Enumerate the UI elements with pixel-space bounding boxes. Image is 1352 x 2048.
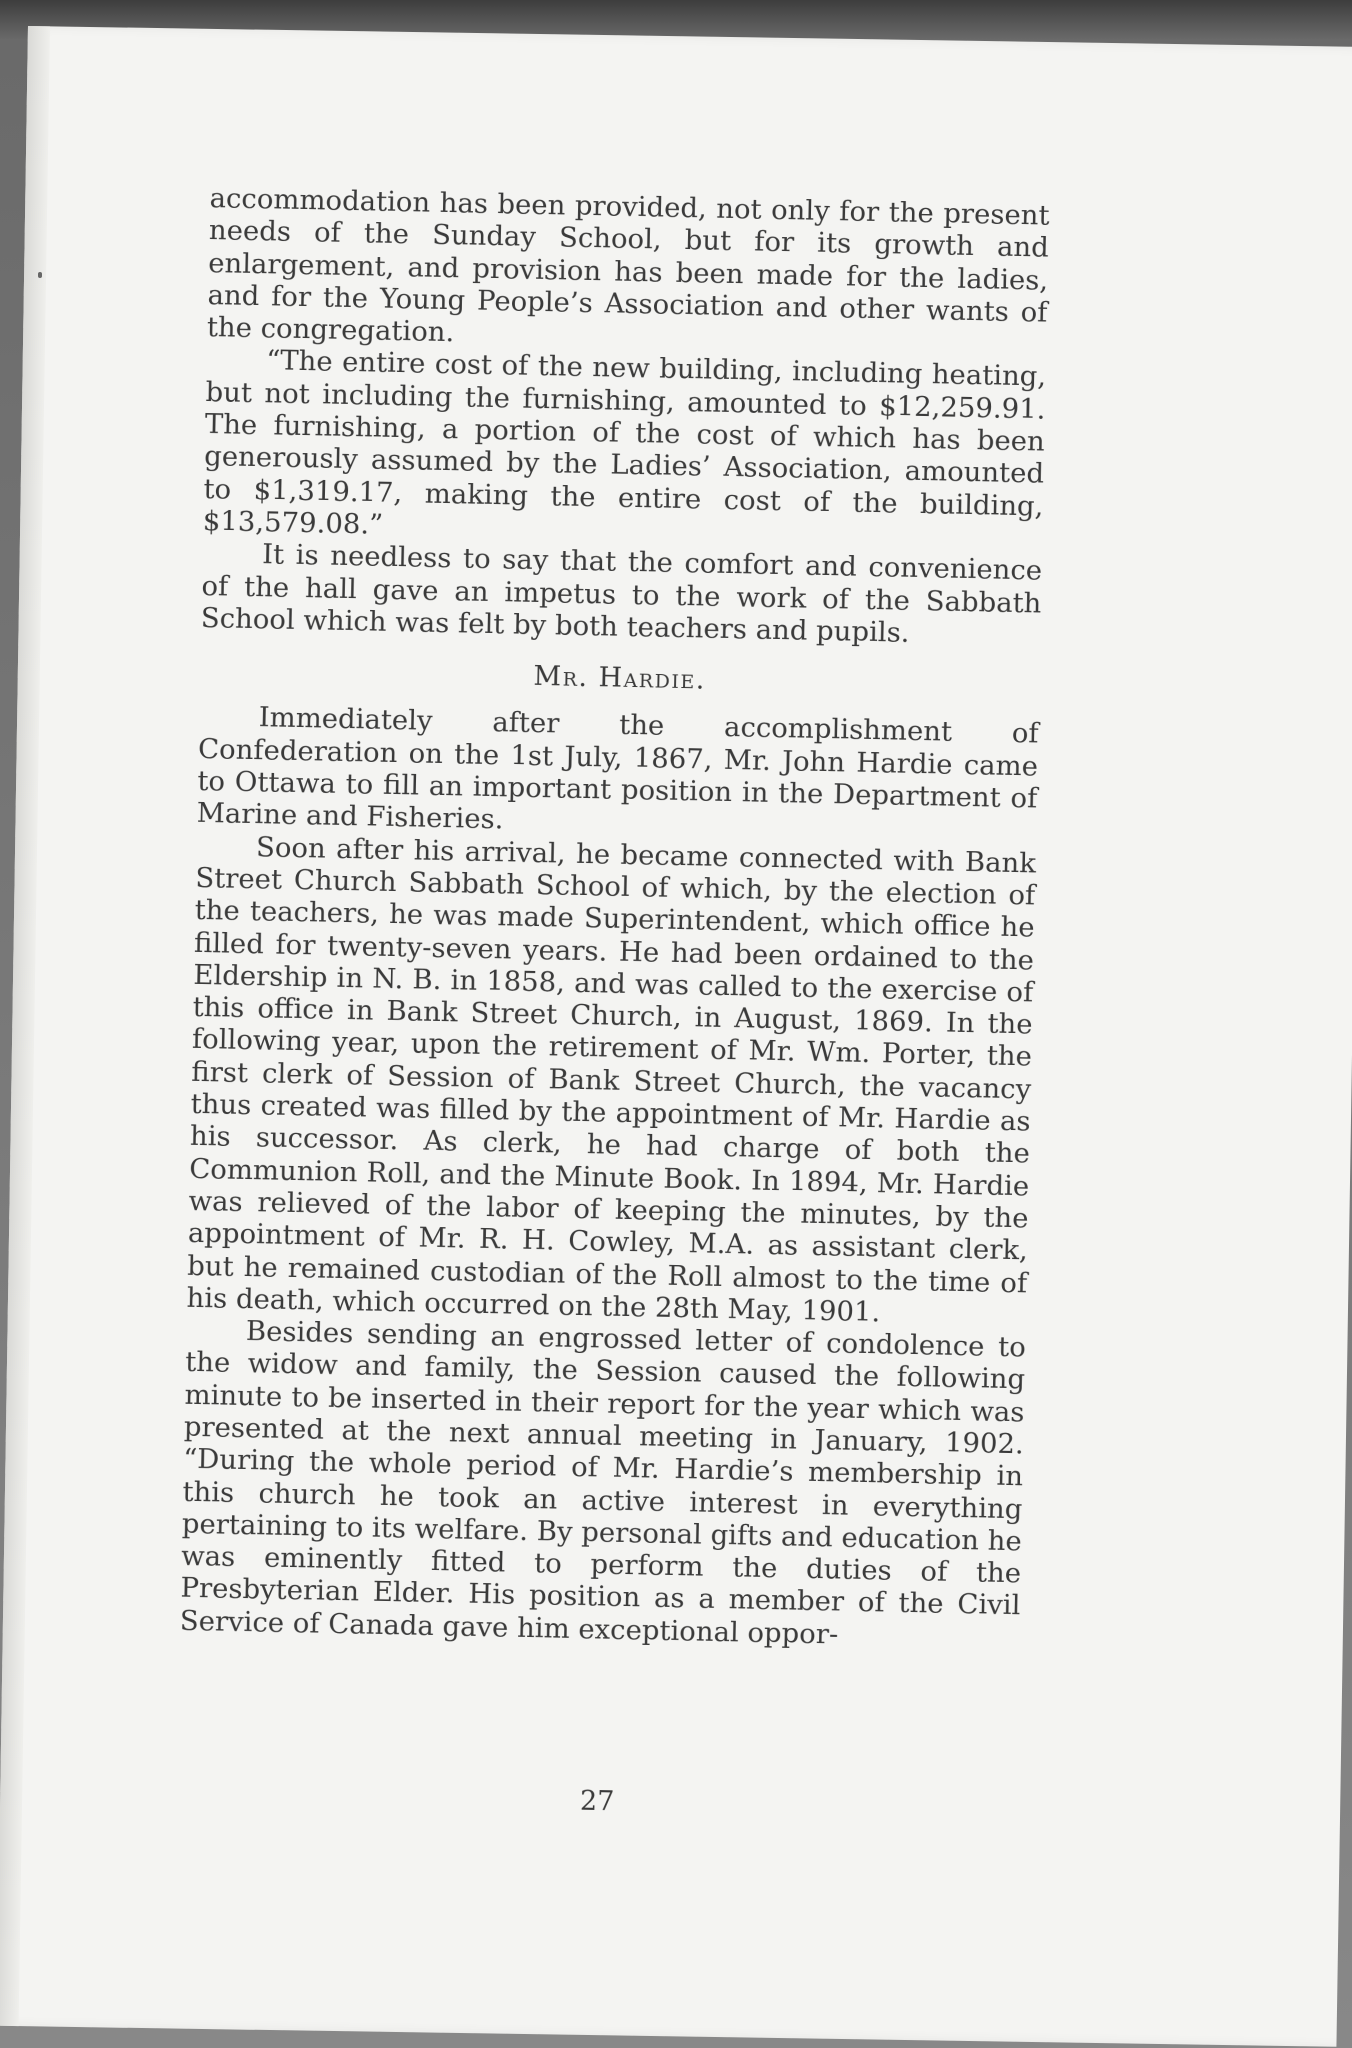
paragraph-confederation: Immediately after the accomplishment of Confederation on the 1st July, 1867, Mr. John Hardie came to Ottawa to fill an important position in the Department of Marine and Fisheries. <box>196 701 1039 836</box>
paragraph-accommodation: accommodation has been provided, not only for the present needs of the Sunday School, but for its growth and enlargement, and provision has been made for the ladies, and for the Young People’s Association and other wants of the congregation. <box>206 182 1050 349</box>
page-text <box>180 182 1050 1654</box>
section-heading: Mr. Hardie. <box>533 661 707 696</box>
page-number: 27 <box>579 1785 615 1818</box>
paragraph-condolence: Besides sending an engrossed letter of condolence to the widow and family, the Session caused the following minute to be inserted in their report for the year which was presented at the next annual meeting in January, 1902. “During the whole period of Mr. Hardie’s membership in this church he took an active interest in everything pertaining to its welfare. By personal gifts and education he was eminently fitted to perform the duties of the Presbyterian Elder. His position as a member of the Civil Service of Canada gave him exceptional oppor- <box>179 1315 1027 1651</box>
paragraph-sabbath-school: Soon after his arrival, he became connected with Bank Street Church Sabbath School of which, by the election of the teachers, he was made Superintendent, which office he filled for twenty-seven years. He had been ordained to the Eldership in N. B. in 1858, and was called to the exercise of this office in Bank Street Church, in August, 1869. In the following year, upon the retirement of Mr. Wm. Porter, the first clerk of Session of Bank Street Church, the vacancy thus created was filled by the appointment of Mr. Hardie as his successor. As clerk, he had charge of both the Communion Roll, and the Minute Book. In 1894, Mr. Hardie was relieved of the labor of keeping the minutes, by the appointment of Mr. R. H. Cowley, M.A. as assistant clerk, but he remained custodian of the Roll almost to the time of his death, which occurred on the 28th May, 1901. <box>186 830 1037 1329</box>
paragraph-hall-impetus: It is needless to say that the comfort and convenience of the hall gave an impetus to the work of the Sabbath School which was felt by both teachers and pupils. <box>200 538 1043 649</box>
margin-mark <box>38 272 42 278</box>
page-binding-edge <box>0 26 50 2026</box>
paragraph-building-cost: “The entire cost of the new building, including heating, but not including the furnishing, amounted to $12,259.91. The furnishing, a portion of the cost of which has been generously assumed by the Ladies’ Association, amounted to $1,319.17, making the entire cost of the building, $13,579.08.” <box>202 344 1047 541</box>
